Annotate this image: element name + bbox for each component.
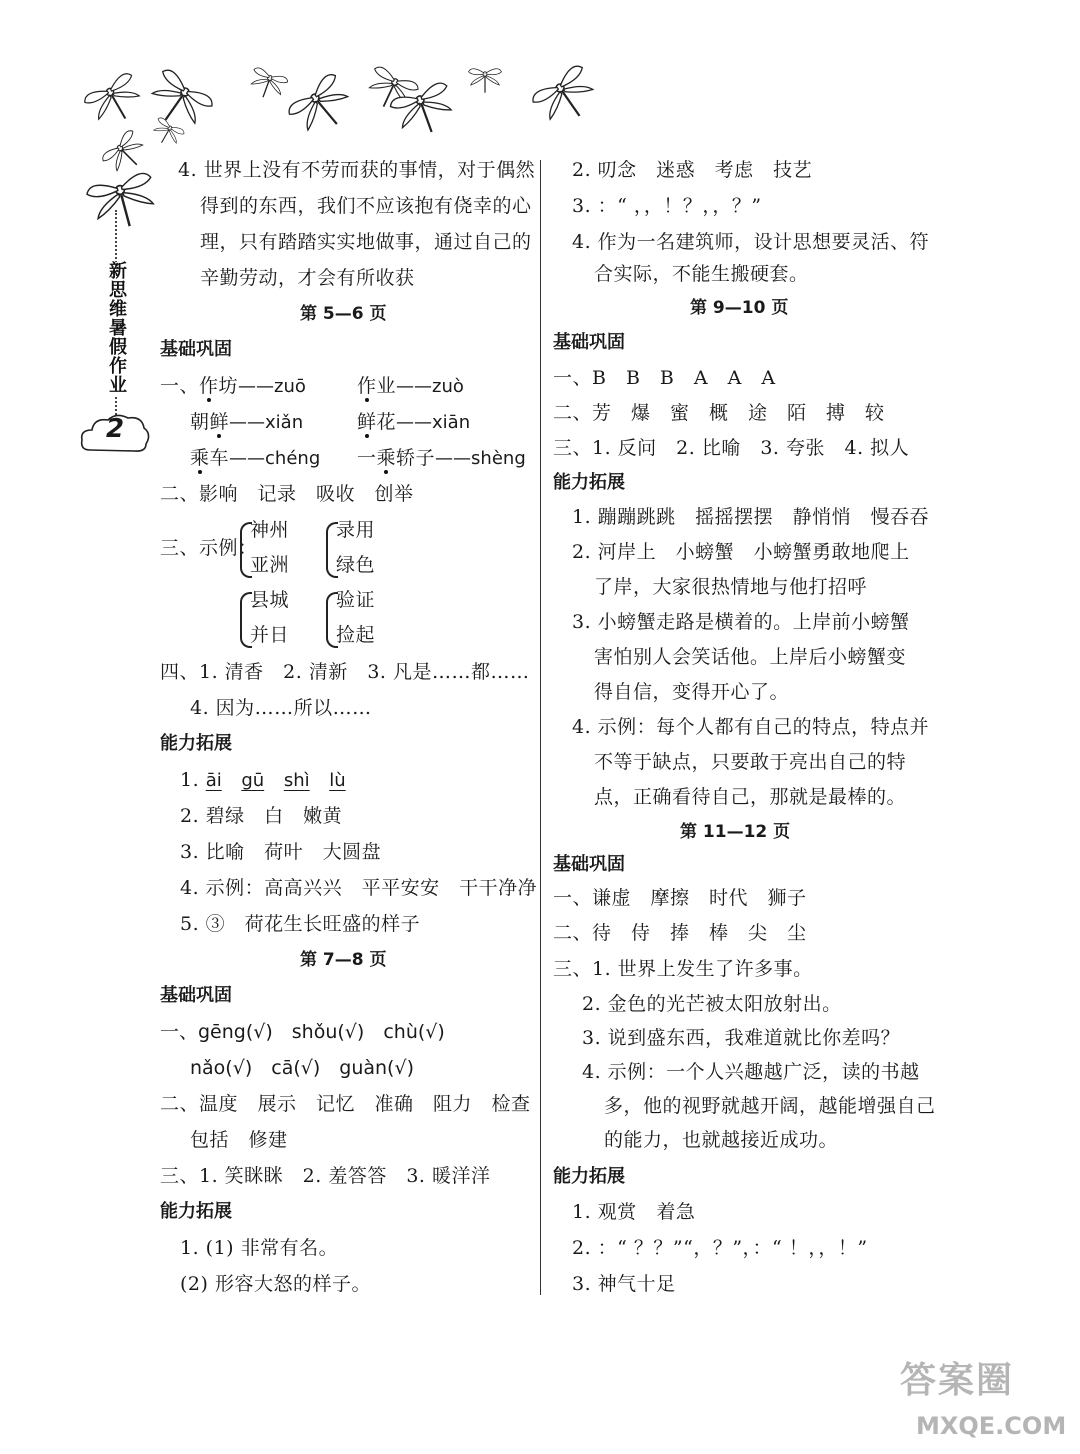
- answer-line: 害怕别人会笑话他。上岸后小螃蟹变: [594, 646, 907, 668]
- answer-line: 1. 蹦蹦跳跳 摇摇摆摆 静悄悄 慢吞吞: [572, 506, 930, 528]
- answer-line: 不等于缺点，只要敢于亮出自己的特: [594, 751, 907, 773]
- answer-line: 3. 比喻 荷叶 大圆盘: [180, 841, 382, 863]
- answer-line: 3. ：“ ，，！？，，？”: [572, 195, 762, 217]
- answer-line: 包括 修建: [190, 1129, 288, 1151]
- answer-line: 5. ③ 荷花生长旺盛的样子: [180, 913, 421, 935]
- answer-line: nǎo(√) cā(√) guàn(√): [190, 1057, 414, 1079]
- item-number: 1.: [180, 769, 200, 791]
- word: 一: [357, 447, 377, 469]
- dotted-char: 作: [357, 375, 377, 397]
- dotted-char: 作: [199, 375, 219, 397]
- word: 车: [209, 447, 230, 469]
- answer-line: 1. (1) 非常有名。: [180, 1237, 339, 1259]
- dragonfly-icon: [141, 67, 215, 137]
- answer-line: 二、温度 展示 记忆 准确 阻力 检查: [160, 1093, 531, 1115]
- answer-line: (2) 形容大怒的样子。: [180, 1273, 371, 1295]
- group-word: 县城: [250, 589, 290, 611]
- pinyin: lù: [329, 770, 346, 791]
- pinyin: ——zuò: [396, 376, 464, 397]
- group-word: 并日: [250, 624, 290, 646]
- answer-line: 二、影响 记录 吸收 创举: [160, 483, 414, 505]
- pinyin: ——shèng: [435, 448, 526, 469]
- pinyin: ——zuō: [238, 376, 306, 397]
- item-number: 一、: [160, 375, 200, 397]
- pinyin: ——chéng: [229, 448, 321, 469]
- section-title: 第 5—6 页: [300, 304, 387, 324]
- item-number: 三、示例：: [160, 537, 258, 559]
- watermark-url: MXQE.COM: [916, 1412, 1067, 1440]
- dragonfly-icon: [100, 128, 151, 179]
- word: 花: [376, 411, 397, 433]
- answer-line: 2. ：“ ？？”“，？”，：“ ！，，！”: [572, 1237, 868, 1259]
- dragonfly-icon: [530, 63, 604, 133]
- answer-line: [180, 768, 346, 793]
- section-heading: 能力拓展: [160, 733, 232, 754]
- answer-line: [357, 374, 464, 399]
- answer-line: 4. 示例：每个人都有自己的特点，特点并: [572, 716, 930, 738]
- word: 坊: [218, 375, 239, 397]
- answer-line: [357, 410, 470, 435]
- answer-line: 一、谦虚 摩擦 时代 狮子: [553, 887, 807, 909]
- word: 朝: [190, 411, 210, 433]
- group-word: 绿色: [336, 554, 376, 576]
- answer-line: 了岸，大家很热情地与他打招呼: [594, 576, 868, 598]
- pinyin: ——xiān: [396, 412, 471, 433]
- word: 轿子: [396, 447, 436, 469]
- section-heading: 基础巩固: [160, 985, 232, 1006]
- dragonfly-icon: [469, 69, 502, 93]
- answer-line: 得到的东西，我们不应该抱有侥幸的心: [200, 195, 532, 217]
- item-number: 1.: [572, 1201, 592, 1223]
- answer-line: 3. 小螃蟹走路是横着的。上岸前小螃蟹: [572, 611, 910, 633]
- section-heading: 基础巩固: [553, 332, 625, 353]
- answer-line: 四、1. 清香 2. 清新 3. 凡是……都……: [160, 661, 530, 683]
- section-title: 第 7—8 页: [300, 950, 387, 970]
- answer-line: 三、1. 反问 2. 比喻 3. 夸张 4. 拟人: [553, 437, 910, 459]
- answer-line: 4. 世界上没有不劳而获的事情，对于偶然: [178, 159, 536, 181]
- word: 观赏: [597, 1201, 637, 1223]
- answer-line: [190, 410, 303, 435]
- pinyin: āi: [205, 770, 222, 791]
- dotted-char: 鲜: [209, 411, 230, 433]
- answer-line: 4. 因为……所以……: [190, 697, 372, 719]
- answer-line: 点，正确看待自己，那就是最棒的。: [594, 786, 907, 808]
- answer-line: 一、gēng(√) shǒu(√) chù(√): [160, 1021, 445, 1043]
- dragonfly-icon: [149, 116, 186, 150]
- answer-line: 2. 河岸上 小螃蟹 小螃蟹勇敢地爬上: [572, 541, 910, 563]
- answer-line: 二、芳 爆 蜜 概 途 陌 搏 较: [553, 402, 885, 424]
- dragonfly-icon: [85, 171, 161, 234]
- section-title: 第 9—10 页: [690, 298, 789, 318]
- answer-line: 2. 碧绿 白 嫩黄: [180, 805, 343, 827]
- answer-line: 二、待 侍 捧 棒 尖 尘: [553, 922, 807, 944]
- page-number: 2: [105, 414, 125, 444]
- word: 着急: [656, 1201, 696, 1223]
- answer-line: 三、1. 世界上发生了许多事。: [553, 958, 813, 980]
- group-word: 验证: [336, 589, 376, 611]
- section-heading: 能力拓展: [553, 472, 625, 493]
- answer-line: [357, 446, 526, 471]
- section-heading: 基础巩固: [160, 339, 232, 360]
- section-heading: 基础巩固: [553, 854, 625, 875]
- pinyin: shì: [283, 770, 310, 791]
- answer-line: 2. 叨念 迷惑 考虑 技艺: [572, 159, 813, 181]
- answer-line: 3. 说到盛东西，我难道就比你差吗？: [582, 1027, 901, 1049]
- answer-line: 4. 示例：高高兴兴 平平安安 干干净净: [180, 877, 538, 899]
- answer-line: [160, 374, 306, 399]
- pinyin: gū: [241, 770, 265, 791]
- watermark-logo: 答案圈: [900, 1360, 1015, 1401]
- answer-line: 的能力，也就越接近成功。: [604, 1129, 839, 1151]
- dragonfly-icon: [246, 66, 289, 103]
- answer-line: 4. 示例：一个人兴趣越广泛，读的书越: [582, 1061, 920, 1083]
- column-divider: [540, 160, 541, 1295]
- group-word: 捡起: [336, 624, 376, 646]
- answer-line: 4. 作为一名建筑师，设计思想要灵活、符: [572, 231, 930, 253]
- answer-line: [572, 1200, 695, 1224]
- section-heading: 能力拓展: [160, 1201, 232, 1222]
- dotted-char: 鲜: [357, 411, 377, 433]
- section-heading: 能力拓展: [553, 1166, 625, 1187]
- dragonfly-icon: [362, 65, 420, 117]
- answer-line: 理，只有踏踏实实地做事，通过自己的: [200, 231, 532, 253]
- dotted-char: 乘: [376, 447, 397, 469]
- section-title: 第 11—12 页: [680, 822, 791, 842]
- word: 业: [376, 375, 397, 397]
- pinyin: ——xiǎn: [229, 412, 304, 433]
- group-word: 亚洲: [250, 554, 290, 576]
- answer-line: 多，他的视野就越开阔，越能增强自己: [604, 1095, 936, 1117]
- dotted-char: 乘: [190, 447, 210, 469]
- answer-line: 三、1. 笑眯眯 2. 羞答答 3. 暖洋洋: [160, 1165, 491, 1187]
- answer-line: 一、B B B A A A: [553, 367, 776, 389]
- answer-line: [190, 446, 320, 471]
- group-word: 录用: [336, 519, 376, 541]
- dragonfly-icon: [82, 71, 148, 132]
- book-title: 新思维暑假作业: [109, 261, 127, 396]
- dragonfly-icon: [286, 71, 360, 143]
- answer-line: 3. 神气十足: [572, 1273, 676, 1295]
- answer-line: 合实际，不能生搬硬套。: [594, 263, 809, 285]
- answer-line: 辛勤劳动，才会有所收获: [200, 267, 415, 289]
- group-word: 神州: [250, 519, 290, 541]
- answer-line: 得自信，变得开心了。: [594, 681, 790, 703]
- answer-line: 2. 金色的光芒被太阳放射出。: [582, 993, 842, 1015]
